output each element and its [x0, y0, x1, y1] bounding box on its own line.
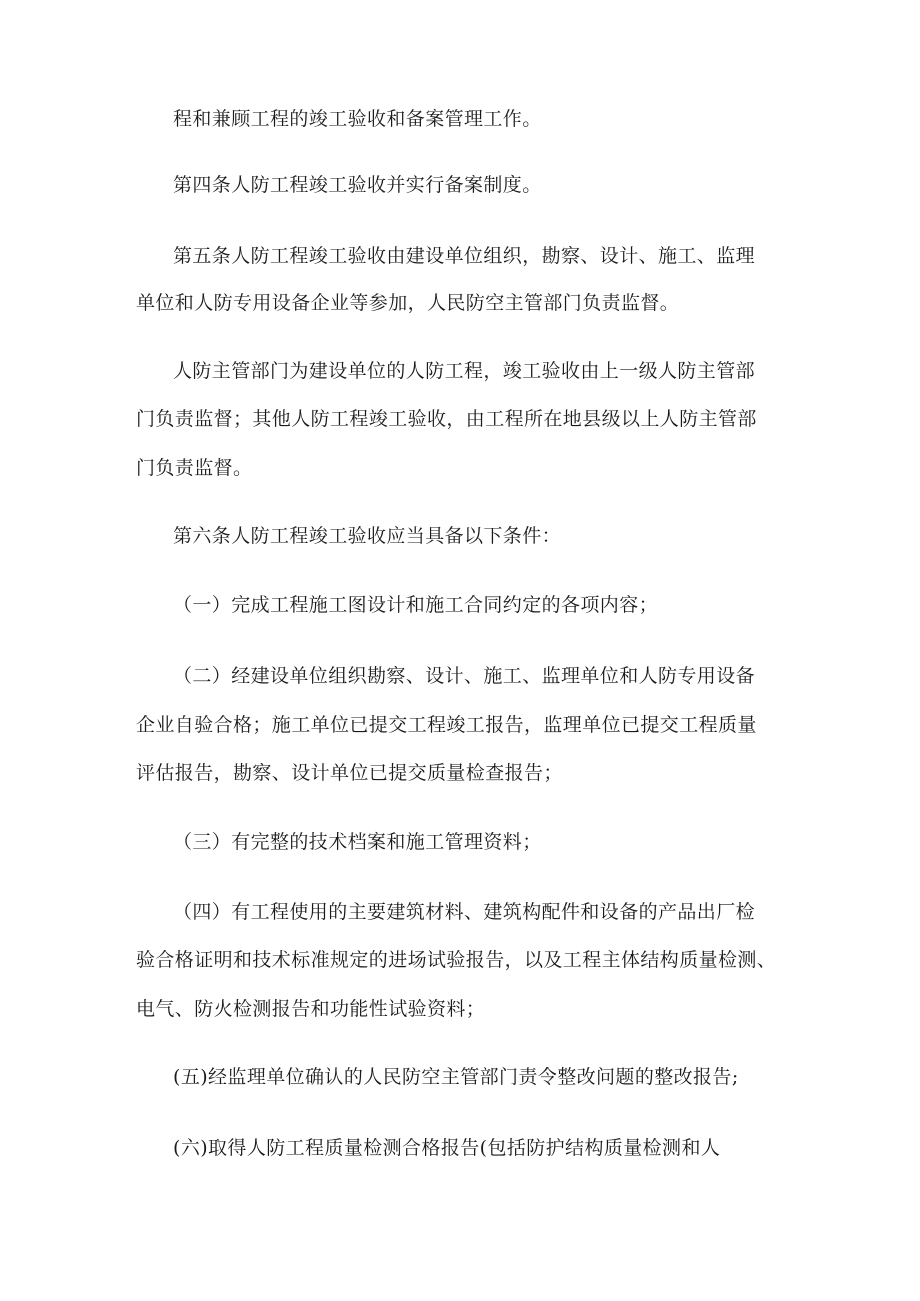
text-line: 第五条人防工程竣工验收由建设单位组织，勘察、设计、施工、监理 [173, 245, 756, 267]
text-line: 单位和人防专用设备企业等参加，人民防空主管部门负责监督。 [136, 292, 680, 314]
condition-3: （三）有完整的技术档案和施工管理资料； [173, 831, 542, 853]
text-line: 验合格证明和技术标准规定的进场试验报告，以及工程主体结构质量检测、 [136, 949, 777, 971]
text-line: 企业自验合格；施工单位已提交工程竣工报告，监理单位已提交工程质量 [136, 714, 757, 736]
text-line: 程和兼顾工程的竣工验收和备案管理工作。 [173, 108, 542, 130]
text-line: 评估报告，勘察、设计单位已提交质量检查报告； [136, 762, 563, 784]
condition-4: （四）有工程使用的主要建筑材料、建筑构配件和设备的产品出厂检 [173, 901, 756, 923]
condition-2: （二）经建设单位组织勘察、设计、施工、监理单位和人防专用设备 [173, 665, 756, 687]
article-6-heading: 第六条人防工程竣工验收应当具备以下条件： [173, 525, 562, 547]
text-line: 人防主管部门为建设单位的人防工程，竣工验收由上一级人防主管部 [173, 360, 756, 382]
article-4-heading: 第四条人防工程竣工验收并实行备案制度。 [173, 174, 542, 196]
condition-5: (五)经监理单位确认的人民防空主管部门责令整改问题的整改报告; [173, 1066, 739, 1088]
condition-6: (六)取得人防工程质量检测合格报告(包括防护结构质量检测和人 [173, 1137, 721, 1159]
condition-1: （一）完成工程施工图设计和施工合同约定的各项内容； [173, 594, 659, 616]
text-line: 门负责监督。 [136, 457, 253, 479]
text-line: 电气、防火检测报告和功能性试验资料； [136, 998, 486, 1020]
text-line: 门负责监督；其他人防工程竣工验收，由工程所在地县级以上人防主管部 [136, 408, 757, 430]
